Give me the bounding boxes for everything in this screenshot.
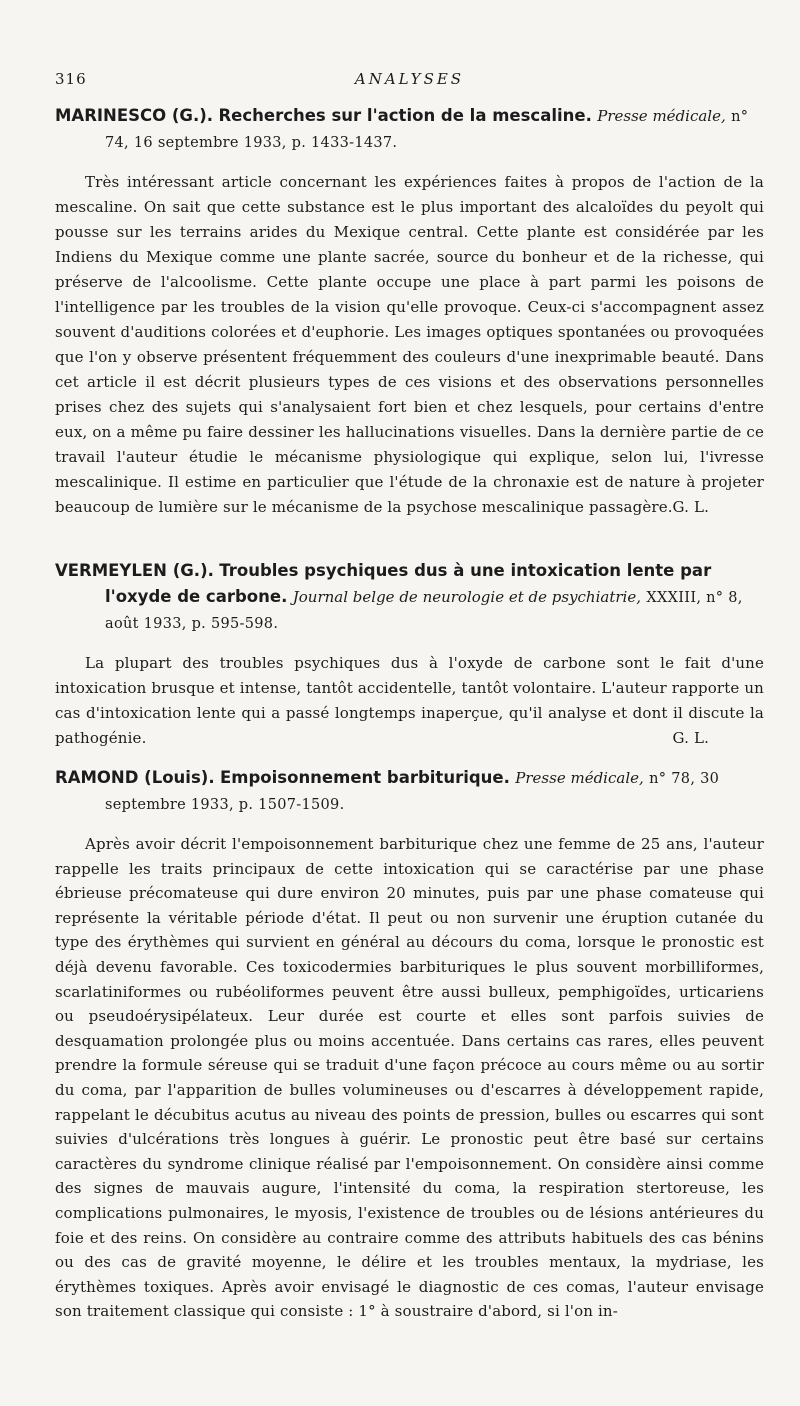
section-title: ANALYSES: [354, 70, 465, 88]
review-heading: [55, 103, 764, 156]
review-title: Empoisonnement barbiturique.: [220, 768, 510, 787]
review-heading: [55, 765, 764, 818]
review-author: VERMEYLEN (G.).: [55, 561, 214, 580]
review-body: [55, 170, 764, 520]
review-author: RAMOND (Louis).: [55, 768, 215, 787]
review-title: Recherches sur l'action de la mescaline.: [218, 106, 592, 125]
review-marinesco: [55, 103, 764, 520]
review-text: La plupart des troubles psychiques dus à l'oxyde de carbone sont le fait d'une intoxication brusque et intense, tantôt accidentelle, tantôt volontaire. L'auteur rapporte un cas d'intoxication lente qui a passé longtemps inaperçue, qu'il analyse et dont il discute la pathogénie.: [55, 654, 764, 747]
page-number: 316: [55, 70, 87, 88]
review-signature: G. L.: [672, 498, 709, 516]
review-text: Après avoir décrit l'empoisonnement barbiturique chez une femme de 25 ans, l'auteur rappelle les traits principaux de cette intoxication qui se caractérise par une phase ébrieuse précomateuse qui dure environ 20 minutes, puis par une phase comateuse qui représente la véritable période d'état. Il peut ou non survenir une éruption cutanée du type des érythèmes qui survient en général au décours du coma, lorsque le pronostic est déjà devenu favorable. Ces toxicodermies barbituriques le plus souvent morbilliformes, scarlatiniformes ou rubéoliformes peuvent être aussi bulleux, pemphigoïdes, urticariens ou pseudoérysipélateux. Leur durée est courte et elles sont parfois suivies de desquamation prolongée plus ou moins accentuée. Dans certains cas rares, elles peuvent prendre la formule séreuse qui se traduit d'une façon précoce au cours même ou au sortir du coma, par l'apparition de bulles volumineuses ou d'escarres à développement rapide, rappelant le décubitus acutus au niveau des points de pression, bulles ou escarres qui sont suivies d'ulcérations très longues à guérir. Le pronostic peut être basé sur certains caractères du syndrome clinique réalisé par l'empoisonnement. On considère ainsi comme des signes de mauvais augure, l'intensité du coma, la respiration stertoreuse, les complications pulmonaires, le myosis, l'existence de troubles ou de lésions antérieures du foie et des reins. On considère au contraire comme des attributs habituels des cas bénins ou des cas de gravité moyenne, le délire et les troubles mentaux, la mydriase, les érythèmes toxiques. Après avoir envisagé le diagnostic de ces comas, l'auteur envisage son traitement classique qui consiste : 1° à soustraire d'abord, si l'on in-: [55, 835, 764, 1321]
review-ramond: [55, 765, 764, 1324]
review-body: [55, 651, 764, 751]
review-text: Très intéressant article concernant les expériences faites à propos de l'action de la mescaline. On sait que cette substance est le plus important des alcaloïdes du peyolt qui pousse sur les terrains arides du Mexique central. Cette plante est considérée par les Indiens du Mexique comme une plante sacrée, source du bonheur et de la richesse, qui préserve de l'alcoolisme. Cette plante occupe une place à part parmi les poisons de l'intelligence par les troubles de la vision qu'elle provoque. Ceux-ci s'accompagnent assez souvent d'auditions colorées et d'euphorie. Les images optiques spontanées ou provoquées que l'on y observe présentent fréquemment des couleurs d'une inexprimable beauté. Dans cet article il est décrit plusieurs types de ces visions et des observations personnelles prises chez des sujets qui s'analysaient fort bien et chez lesquels, pour certains d'entre eux, on a même pu faire dessiner les hallucinations visuelles. Dans la dernière partie de ce travail l'auteur étudie le mécanisme physiologique qui explique, selon lui, l'ivresse mescalinique. Il estime en particulier que l'étude de la chronaxie est de nature à projeter beaucoup de lumière sur le mécanisme de la psychose mescalinique passagère.: [55, 173, 764, 516]
review-citation: XXXIII, n° 8, août 1933, p. 595-598.: [105, 590, 743, 632]
review-citation: n° 74, 16 septembre 1933, p. 1433-1437.: [105, 109, 749, 151]
review-heading: [55, 558, 764, 637]
review-body: [55, 832, 764, 1324]
review-citation: n° 78, 30 septembre 1933, p. 1507-1509.: [105, 771, 720, 813]
review-vermeylen: [55, 558, 764, 751]
review-journal: Journal belge de neurologie et de psychiatrie,: [292, 588, 641, 606]
running-head: [55, 70, 764, 92]
review-author: MARINESCO (G.).: [55, 106, 214, 125]
review-journal: Presse médicale,: [515, 769, 644, 787]
review-title: Troubles psychiques dus à une intoxication lente par l'oxyde de carbone.: [105, 561, 712, 606]
review-journal: Presse médicale,: [597, 107, 726, 125]
review-signature: G. L.: [672, 729, 709, 747]
